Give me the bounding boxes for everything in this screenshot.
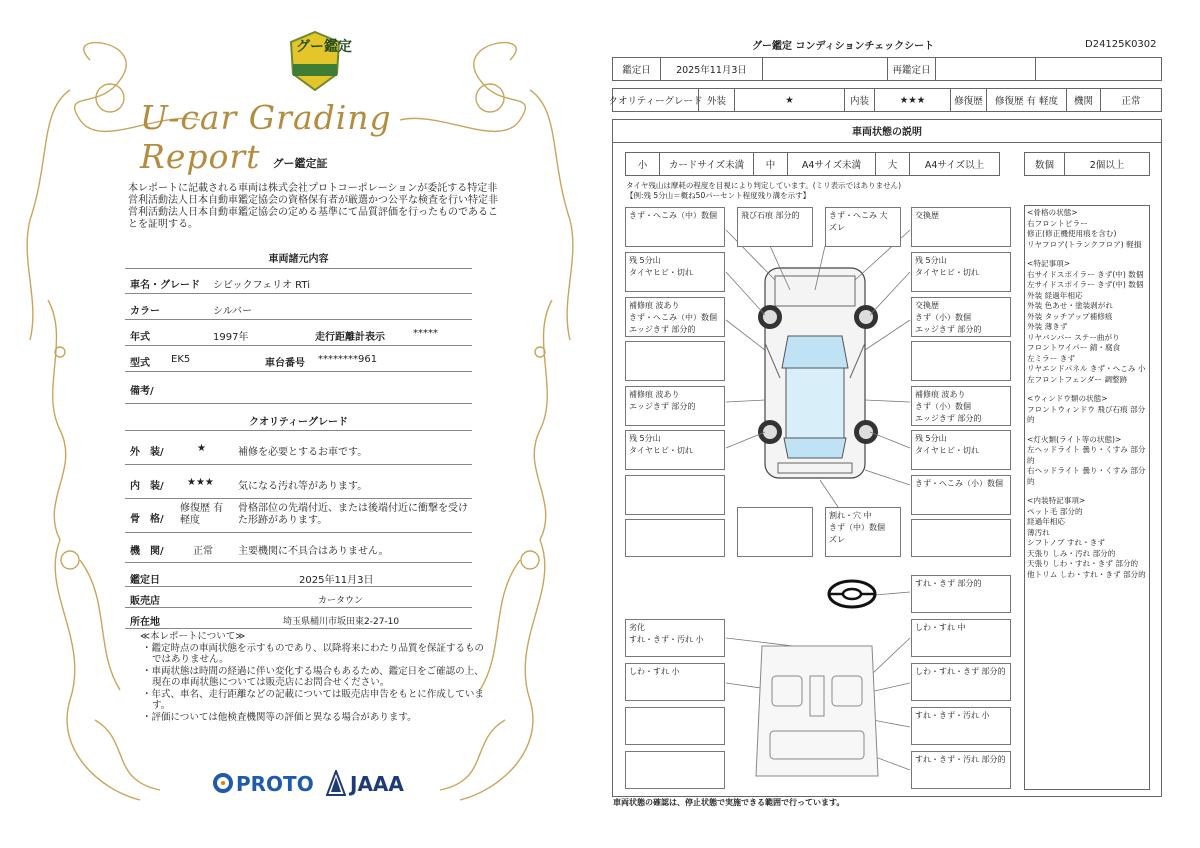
proto-logo-icon bbox=[212, 772, 234, 796]
quality-label: 外 装/ bbox=[130, 447, 164, 458]
exterior-callout-box bbox=[625, 519, 725, 557]
spec-chassis-label: 車台番号 bbox=[265, 358, 305, 369]
tire-example-note: 【例:残 5分山＝概ね50パーセント程度残り溝を示す】 bbox=[626, 191, 811, 200]
info-address-value: 埼玉県桶川市坂田東2-27-10 bbox=[283, 617, 400, 627]
info-row-address bbox=[125, 609, 472, 629]
car-interior-diagram bbox=[752, 636, 882, 786]
spec-color-label: カラー bbox=[130, 306, 160, 317]
spec-color-value: シルバー bbox=[213, 306, 253, 317]
interior-callout-box: しわ・すれ・きず 部分的 bbox=[911, 663, 1011, 701]
notes-heading: ≪本レポートについて≫ bbox=[140, 631, 246, 642]
report-title: U-car Grading Report bbox=[140, 98, 392, 176]
date-label: 鑑定日 bbox=[613, 58, 661, 80]
condition-heading: 車両状態の説明 bbox=[612, 119, 1162, 143]
interior-callout-box bbox=[625, 751, 725, 789]
interior-callout-box: すれ・きず 部分的 bbox=[911, 575, 1011, 613]
exterior-value: ★ bbox=[735, 89, 845, 111]
quality-desc: 補修を必要とするお車です。 bbox=[238, 447, 368, 458]
spec-row-remarks bbox=[125, 374, 472, 404]
info-row-shop bbox=[125, 588, 472, 608]
notes-group-lights: <灯火類(ライト等の状態)> 左ヘッドライト 曇り・くすみ 部分的 右ヘッドライト 曇り・くすみ 部分的 bbox=[1027, 434, 1146, 486]
spec-name-label: 車名・グレード bbox=[130, 280, 200, 291]
divider bbox=[125, 430, 472, 431]
exterior-callout-box: きず・へこみ（小）数個 bbox=[911, 475, 1011, 515]
exterior-callout-box: 交換歴 きず（小）数個 エッジきず 部分的 bbox=[911, 297, 1011, 337]
spec-heading: 車両諸元内容 bbox=[268, 254, 329, 265]
quality-row-frame bbox=[125, 501, 472, 533]
exterior-callout-box: 補修痕 波あり きず（小）数個 エッジきず 部分的 bbox=[911, 386, 1011, 426]
exterior-callout-box: 割れ・穴 中 きず（中）数個 ズレ bbox=[825, 507, 901, 557]
interior-callout-box: 劣化 すれ・きず・汚れ 小 bbox=[625, 619, 725, 657]
info-address-label: 所在地 bbox=[130, 617, 160, 628]
quality-desc: 骨格部位の先端付近、または後端付近に衝撃を受けた形跡があります。 bbox=[238, 503, 468, 526]
quality-row-exterior bbox=[125, 433, 472, 465]
spec-year-label: 年式 bbox=[130, 332, 150, 343]
info-shop-value: カータウン bbox=[318, 596, 364, 606]
exterior-callout-box: 交換歴 bbox=[911, 207, 1011, 247]
size-large: 大 bbox=[876, 153, 910, 175]
tire-note: タイヤ残山は摩耗の程度を目視により判定しています。(ミリ表示ではありません) bbox=[626, 181, 902, 190]
quality-label: 内 装/ bbox=[130, 481, 164, 492]
info-date-value: 2025年11月3日 bbox=[299, 575, 374, 586]
condition-check-sheet bbox=[600, 0, 1200, 848]
exterior-callout-box bbox=[625, 341, 725, 381]
spec-row-name bbox=[125, 270, 472, 294]
info-row-date bbox=[125, 567, 472, 587]
exterior-callout-box: 残 5分山 タイヤヒビ・切れ bbox=[911, 430, 1011, 470]
sheet-title: グー鑑定 コンディションチェックシート bbox=[752, 41, 935, 52]
spec-row-model bbox=[125, 348, 472, 372]
interior-callout-box: すれ・きず・汚れ 小 bbox=[911, 707, 1011, 745]
notes-group-frame: <骨格の状態> 右フロントピラー 修正(修正機使用痕を含む) リヤフロア(トランクフロア) 軽損 bbox=[1027, 208, 1142, 249]
size-medium: 中 bbox=[754, 153, 788, 175]
size-small-desc: カードサイズ未満 bbox=[660, 153, 754, 175]
exterior-callout-box: 残 5分山 タイヤヒビ・切れ bbox=[911, 252, 1011, 292]
count-label: 数個 bbox=[1025, 153, 1065, 175]
spec-mileage-value: ***** bbox=[413, 328, 438, 339]
engine-value: 正常 bbox=[1121, 96, 1141, 107]
exterior-callout-box bbox=[737, 507, 813, 557]
quality-grade-label: クオリティーグレード bbox=[613, 89, 699, 111]
steering-wheel-icon bbox=[827, 578, 877, 610]
size-medium-desc: A4サイズ未満 bbox=[788, 153, 876, 175]
spec-model-value: EK5 bbox=[171, 354, 191, 365]
quality-row-engine bbox=[125, 535, 472, 563]
quality-label: 機 関/ bbox=[130, 546, 164, 557]
spec-name-value: シビックフェリオ RTi bbox=[213, 280, 310, 291]
spec-year-value: 1997年 bbox=[213, 332, 249, 343]
spec-row-year bbox=[125, 322, 472, 346]
interior-label: 内装 bbox=[845, 89, 875, 111]
note-item: ・車両状態は時間の経過に伴い変化する場合もあるため、鑑定日をご確認の上、現在の車両状態については販売店にお問合せください。 bbox=[142, 665, 484, 688]
exterior-callout-box bbox=[911, 341, 1011, 381]
quality-grade: ★★★ bbox=[187, 477, 214, 488]
spec-row-color bbox=[125, 296, 472, 320]
size-large-desc: A4サイズ以上 bbox=[924, 160, 985, 171]
info-date-label: 鑑定日 bbox=[130, 575, 160, 586]
repair-label: 修復歴 bbox=[951, 89, 987, 111]
reinspect-label: 再鑑定日 bbox=[888, 58, 936, 80]
certificate-heading: グー鑑定証 bbox=[272, 157, 328, 170]
badge-label: グー鑑定 bbox=[296, 39, 352, 55]
note-item: ・鑑定時点の車両状態を示すものであり、以降将来にわたり品質を保証するものではありません。 bbox=[142, 642, 485, 665]
notes-group-windows: <ウィンドウ類の状態> フロントウィンドウ 飛び石痕 部分的 bbox=[1027, 394, 1146, 424]
exterior-callout-box: きず・へこみ（中）数個 bbox=[625, 207, 725, 247]
spec-chassis-value: ********961 bbox=[318, 354, 378, 365]
quality-desc: 気になる汚れ等があります。 bbox=[238, 481, 368, 492]
exterior-callout-box: 飛び石痕 部分的 bbox=[737, 207, 813, 247]
spec-model-label: 型式 bbox=[130, 358, 150, 369]
quality-grade: ★ bbox=[197, 443, 206, 454]
quality-grade: 修復歴 有 軽度 bbox=[180, 503, 224, 526]
report-notes bbox=[140, 631, 490, 723]
size-small: 小 bbox=[626, 153, 660, 175]
exterior-callout-box: 残 5分山 タイヤヒビ・切れ bbox=[625, 430, 725, 470]
certificate-statement: 本レポートに記載される車両は株式会社プロトコーポレーションが委託する特定非営利活動法人日本自動車鑑定協会の資格保有者が厳選かつ公平な検査を行い特定非営利活動法人日本自動車鑑定協会の定める基準にて品質評価を行ったものであることを証明する。 bbox=[128, 183, 498, 230]
exterior-callout-box: 残 5分山 タイヤヒビ・切れ bbox=[625, 252, 725, 292]
notes-group-special: <特記事項> 右サイドスポイラー きず(中) 数個 左サイドスポイラー きず(中) 数個 外装 経過年相応 外装 色あせ・塗装剥がれ 外装 タッチアップ補修痕 外装 薄きず リヤバンパー ステー曲がり フロントワイパー 錆・腐食 左ミラー きず リヤエンドパネル きず・へこみ 小 左フロントフェンダー 調整跡 bbox=[1027, 259, 1146, 384]
exterior-callout-box: 補修痕 波あり エッジきず 部分的 bbox=[625, 386, 725, 426]
interior-callout-box: しわ・すれ 中 bbox=[911, 619, 1011, 657]
spec-remarks-label: 備考/ bbox=[130, 386, 154, 397]
quality-label: 骨 格/ bbox=[130, 514, 164, 525]
repair-value: 修復歴 有 軽度 bbox=[987, 89, 1067, 111]
sheet-footer-note: 車両状態の確認は、停止状態で実施できる範囲で行っています。 bbox=[613, 798, 845, 807]
notes-group-interior: <内装特記事項> ペット毛 部分的 経過年相応 薄汚れ シフトノブ すれ・きず 天張り しみ・汚れ 部分的 天張り しわ・すれ・きず 部分的 他トリム しわ・すれ・きず 部分的 bbox=[1027, 496, 1146, 579]
interior-callout-box: しわ・すれ 小 bbox=[625, 663, 725, 701]
exterior-callout-box bbox=[911, 519, 1011, 557]
exterior-callout-box: きず・へこみ 大 ズレ bbox=[825, 207, 901, 247]
exterior-label: 外装 bbox=[699, 89, 735, 111]
quality-heading: クオリティーグレード bbox=[249, 417, 348, 428]
quality-desc: 主要機関に不具合はありません。 bbox=[238, 546, 389, 557]
info-shop-label: 販売店 bbox=[130, 596, 160, 607]
proto-logo: PROTO bbox=[236, 772, 314, 796]
quality-grade: 正常 bbox=[193, 546, 213, 557]
interior-callout-box: すれ・きず・汚れ 部分的 bbox=[911, 751, 1011, 789]
note-item: ・年式、車名、走行距離などの記載については販売店申告をもとに作成しています。 bbox=[142, 688, 484, 711]
divider bbox=[125, 268, 472, 269]
count-desc: 2個以上 bbox=[1089, 160, 1125, 171]
engine-label: 機関 bbox=[1067, 89, 1101, 111]
exterior-callout-box bbox=[625, 475, 725, 515]
jaaa-logo-icon bbox=[326, 770, 346, 796]
interior-value: ★★★ bbox=[875, 89, 951, 111]
document-id: D24125K0302 bbox=[1085, 39, 1157, 50]
spec-mileage-label: 走行距離計表示 bbox=[315, 332, 385, 343]
jaaa-logo: JAAA bbox=[350, 772, 404, 796]
date-value: 2025年11月3日 bbox=[661, 58, 763, 80]
note-item: ・評価については他検査機関等の評価と異なる場合があります。 bbox=[142, 711, 417, 723]
quality-row-interior bbox=[125, 467, 472, 499]
exterior-callout-box: 補修痕 波あり きず・へこみ（中）数個 エッジきず 部分的 bbox=[625, 297, 725, 337]
interior-callout-box bbox=[625, 707, 725, 745]
